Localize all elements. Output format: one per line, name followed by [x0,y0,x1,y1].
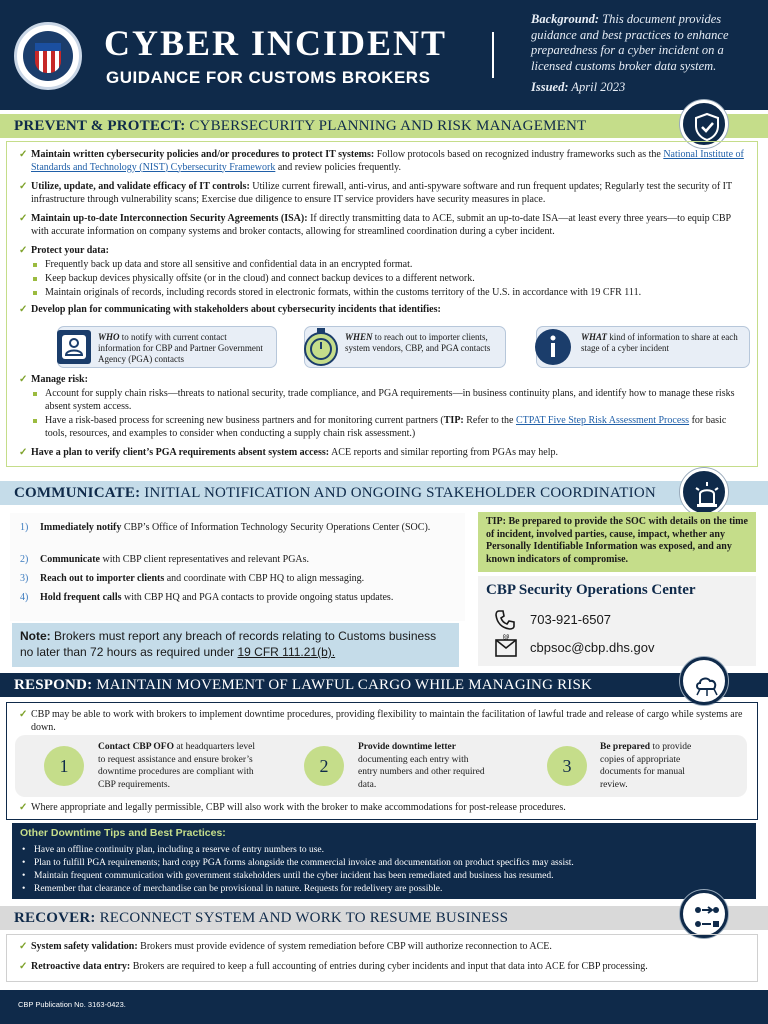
list-item: ✓ CBP may be able to work with brokers to implement downtime procedures, providing flexibility to maintain the facilitation of lawful trade and release of cargo while systems are down. [19,709,743,733]
soc-title: CBP Security Operations Center [486,582,696,598]
list-subitem: Account for supply chain risks—threats to national security, trade compliance, and PGA requirements—in business continuity plans, and identify how to manage these risks absent system access. [45,388,745,413]
note-box: Note: Brokers must report any breach of records relating to Customs business no later than 72 hours as required under 19 CFR 111.21(b). [12,623,459,667]
step-number: 2 [304,746,344,786]
header-divider [492,32,494,78]
list-item: ✓ Maintain up-to-date Interconnection Security Agreements (ISA): If directly transmitting data to ACE, submit an up-to-date ISA—at least every three years—to equip CBP with accurate information on company systems and broker contacts, allowing for streamlined coordination during a cyber incident. [19,213,731,237]
email-icon [494,634,518,658]
cloud-network-icon [680,657,728,705]
section-respond-heading: RESPOND: MAINTAIN MOVEMENT OF LAWFUL CARGO WHILE MANAGING RISK [0,673,768,697]
list-subitem: Maintain originals of records, including records stored in electronic formats, within the customs territory of the U.S. in accordance with 19 CFR 111. [45,287,745,300]
contact-card-icon [54,325,94,369]
page-subtitle: GUIDANCE FOR CUSTOMS BROKERS [106,68,431,87]
soc-phone[interactable]: 703-921-6507 [530,612,611,627]
nist-link[interactable]: National Institute of Standards and Technology (NIST) Cybersecurity Framework [31,149,744,173]
list-item: 4) Hold frequent calls with CBP HQ and PGA contacts to provide ongoing status updates. [20,592,394,603]
list-subitem: Keep backup devices physically offsite (or in the cloud) and connect backup devices to a different network. [45,273,745,286]
step-number: 3 [547,746,587,786]
cfr-link[interactable]: 19 CFR 111.21(b). [237,645,336,659]
phone-icon [494,609,516,631]
card-who: WHO to notify with current contact information for CBP and Partner Government Agency (PGA) contacts [57,326,277,368]
list-item: 3) Reach out to importer clients and coordinate with CBP HQ to align messaging. [20,573,365,584]
list-item: ✓ Maintain written cybersecurity policies and/or procedures to protect IT systems: Follow protocols based on recognized industry frameworks such as the National Institute of Standards and Technology (NIST) Cybersecurity Framework and review policies frequently. [19,149,744,173]
list-item: ✓ Where appropriate and legally permissible, CBP will also work with the broker to make accommodations for post-release procedures. [19,802,566,813]
footer [0,990,768,1024]
communicate-list [10,513,465,621]
stopwatch-icon [301,325,341,369]
section-communicate-heading: COMMUNICATE: INITIAL NOTIFICATION AND ONGOING STAKEHOLDER COORDINATION [0,481,768,505]
background-text: Background: This document provides guidance and best practices to enhance preparedness for a cyber incident on a licensed customs broker data system. [531,12,729,73]
tip-box: TIP: Be prepared to provide the SOC with details on the time of incident, involved parties, cause, impact, whether any Personally Identifiable Information was exposed, and any known indicators of compromise. [478,512,756,572]
list-subitem: Frequently back up data and store all sensitive and confidential data in an encrypted format. [45,259,745,272]
list-item: ✓ Protect your data: [19,245,109,256]
tip-item: • Have an offline continuity plan, including a reserve of entry numbers to use. [34,844,749,856]
list-item: 2) Communicate with CBP client representatives and relevant PGAs. [20,554,310,565]
recover-panel [6,934,758,982]
tip-item: • Remember that clearance of merchandise can be provisional in nature. Requests for redelivery are possible. [34,883,749,895]
list-subitem: Have a risk-based process for screening new business partners and for monitoring current partners (TIP: Refer to the CTPAT Five Step Risk Assessment Process for basic tools, resources, and examples to consider when conducting a supply chain risk assessment.) [45,415,745,440]
step-text: Contact CBP OFO at headquarters level to request assistance and ensure broker’s downtime procedures are compliant with CBP requirements. [98,742,255,790]
header [0,0,768,110]
list-item: 1) Immediately notify CBP’s Office of Information Technology Security Operations Center (SOC). [20,522,431,533]
step-text: Provide downtime letter documenting each entry with entry numbers and other required data. [358,742,485,790]
workflow-icon [680,890,728,938]
issued-date: Issued: April 2023 [531,80,626,94]
list-item: ✓ Manage risk: [19,374,88,385]
ctpat-link[interactable]: CTPAT Five Step Risk Assessment Process [515,415,690,426]
step-number: 1 [44,746,84,786]
list-item: ✓ Develop plan for communicating with stakeholders about cybersecurity incidents that identifies: [19,304,441,315]
section-recover-heading: RECOVER: RECONNECT SYSTEM AND WORK TO RESUME BUSINESS [0,906,768,930]
list-item: ✓ System safety validation: Brokers must provide evidence of system remediation before CBP will authorize reconnection to ACE. [19,941,552,952]
downtime-tips-panel [12,823,756,899]
soc-contact-box [478,576,756,666]
tip-item: • Plan to fulfill PGA requirements; hard copy PGA forms alongside the commercial invoice and documentation on product specifics may assist. [34,857,749,869]
step-text: Be prepared to provide copies of appropriate documents for manual review. [600,742,692,790]
siren-icon [680,468,728,516]
svg-text:@: @ [502,634,510,641]
section-prevent-heading: PREVENT & PROTECT: CYBERSECURITY PLANNING AND RISK MANAGEMENT [0,114,768,138]
tips-title: Other Downtime Tips and Best Practices: [20,827,226,839]
info-icon [533,325,573,369]
soc-email[interactable]: cbpsoc@cbp.dhs.gov [530,640,655,655]
publication-number: CBP Publication No. 3163-0423. [18,1000,126,1009]
prevent-panel [6,141,758,467]
list-item: ✓ Utilize, update, and validate efficacy of IT controls: Utilize current firewall, anti-virus, and anti-spyware software and run frequent updates; Regularly test the security of IT infrastructure through vulnerability scans; Exercise due diligence to ensure IT service providers have security measures in place. [19,181,732,205]
card-when: WHEN to reach out to importer clients, system vendors, CBP, and PGA contacts [304,326,506,368]
card-what: WHAT kind of information to share at each stage of a cyber incident [536,326,750,368]
list-item: ✓ Have a plan to verify client’s PGA requirements absent system access: ACE reports and similar reporting from PGAs may help. [19,447,558,458]
seal-icon [14,22,82,90]
list-item: ✓ Retroactive data entry: Brokers are required to keep a full accounting of entries during cyber incidents and input that data into ACE for CBP processing. [19,961,648,972]
page-title: CYBER INCIDENT [104,23,448,63]
tip-item: • Maintain frequent communication with government stakeholders until the cyber incident has been remediated and business has resumed. [34,870,749,882]
